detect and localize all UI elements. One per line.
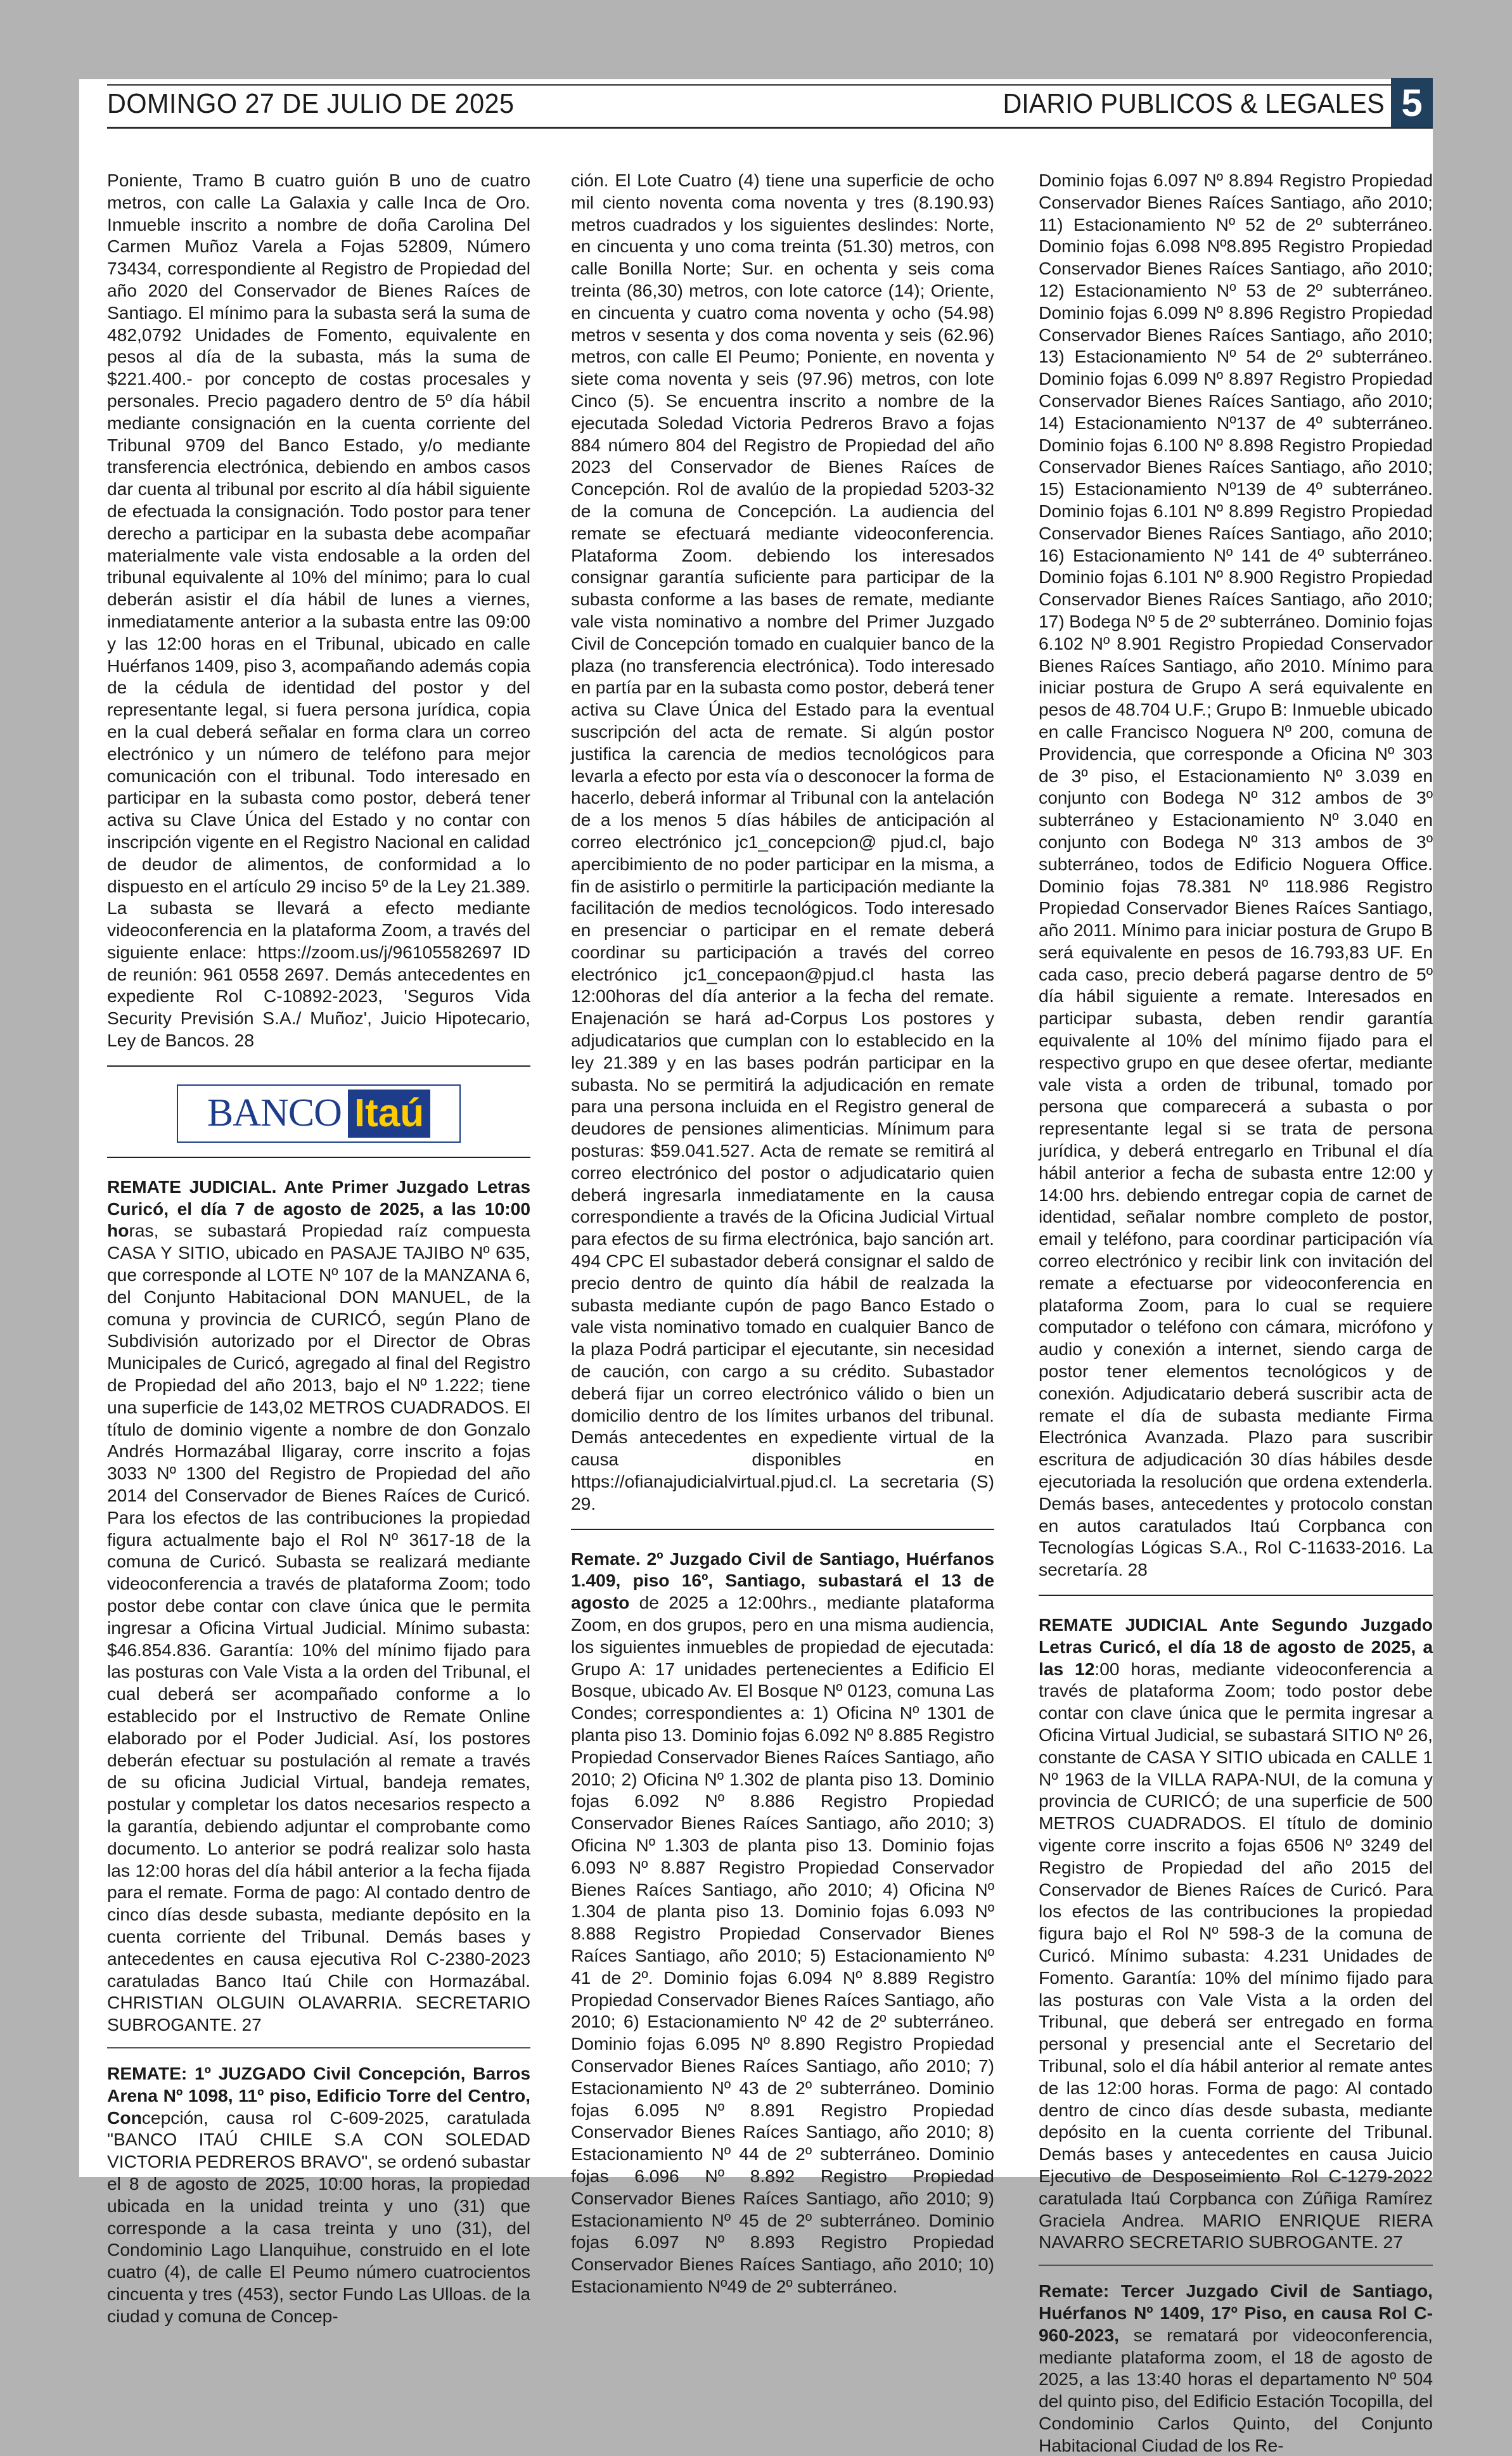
notice-text [1039,2280,1433,2456]
notice-text [107,2062,530,2327]
separator [107,2047,530,2048]
separator [107,1157,530,1158]
notice-heading: REMATE JUDICIAL. Ante Primer Juzgado Letras Curicó, el día 7 de agosto de 2025, a las 10:00 ho [107,1176,530,1241]
notice-body: de 2025 a 12:00hrs., mediante plataforma Zoom, en dos grupos, pero en una misma audiencia, los siguientes inmuebles de propiedad de ejecutada: Grupo A: 17 unidades pertenecientes a Edificio El Bosque, ubicado Av. El Bosque Nº 0123, comuna Las Condes; correspondientes a: 1) Oficina Nº 1301 de planta piso 13. Dominio fojas 6.092 Nº 8.885 Registro Propiedad Conservador Bienes Raíces Santiago, año 2010; 2) Oficina Nº 1.302 de planta piso 13. Dominio fojas 6.092 Nº 8.886 Registro Propiedad Conservador Bienes Raíces Santiago, año 2010; 3) Oficina Nº 1.303 de planta piso 13. Dominio fojas 6.093 Nº 8.887 Registro Propiedad Conservador Bienes Raíces Santiago, año 2010; 4) Oficina Nº 1.304 de planta piso 13. Dominio fojas 6.093 Nº 8.888 Registro Propiedad Conservador Bienes Raíces Santiago, año 2010; 5) Estacionamiento Nº 41 de 2º. Dominio fojas 6.094 Nº 8.889 Registro Propiedad Conservador Bienes Raíces Santiago, año 2010; 6) Estacionamiento Nº 42 de 2º subterráneo. Dominio fojas 6.095 Nº 8.890 Registro Propiedad Conservador Bienes Raíces Santiago, año 2010; 7) Estacionamiento Nº 43 de 2º subterráneo. Dominio fojas 6.095 Nº 8.891 Registro Propiedad Conservador Bienes Raíces Santiago, año 2010; 8) Estacionamiento Nº 44 de 2º subterráneo. Dominio fojas 6.096 Nº 8.892 Registro Propiedad Conservador Bienes Raíces Santiago, año 2010; 9) Estacionamiento Nº 45 de 2º subterráneo. Dominio fojas 6.097 Nº 8.893 Registro Propiedad Conservador Bienes Raíces Santiago, año 2010; 10) Estacionamiento Nº49 de 2º subterráneo. [571,1592,994,2296]
newspaper-page [79,79,1433,2455]
header-publication: DIARIO PUBLICOS & LEGALES [1003,88,1385,119]
separator [1039,1595,1433,1596]
separator [107,1065,530,1067]
page-number: 5 [1391,78,1433,127]
separator [1039,2265,1433,2266]
banco-itau-logo [177,1084,461,1143]
notice-text: Poniente, Tramo B cuatro guión B uno de cuatro metros, con calle La Galaxia y calle Inca de Oro. Inmueble inscrito a nombre de doña Carolina Del Carmen Muñoz Varela a Fojas 52809, Número 73434, correspondiente al Registro de Propiedad del año 2020 del Conservador de Bienes Raíces de Santiago. El mínimo para la subasta será la suma de 482,0792 Unidades de Fomento, equivalente en pesos al día de la subasta, más la suma de $221.400.- por concepto de costas procesales y personales. Precio pagadero dentro de 5º día hábil mediante consignación en la cuenta corriente del Tribunal 9709 del Banco Estado, y/o mediante transferencia electrónica, debiendo en ambos casos dar cuenta al tribunal por escrito al día hábil siguiente de efectuada la consignación. Todo postor para tener derecho a participar en la subasta debe acompañar materialmente vale vista endosable a la orden del tribunal equivalente al 10% del mínimo; para lo cual deberán asistir el día hábil de lunes a viernes, inmediatamente anterior a la subasta entre las 09:00 y las 12:00 horas en el Tribunal, ubicado en calle Huérfanos 1409, piso 3, acompañando además copia de la cédula de identidad del postor y del representante legal, si fuera persona jurídica, copia en la cual deberá señalar en forma clara un correo electrónico y un número de teléfono para mejor comunicación con el tribunal. Todo interesado en participar en la subasta como postor, deberá tener activa su Clave Única del Estado y no contar con inscripción vigente en el Registro Nacional en calidad de deudor de alimentos, de conformidad a lo dispuesto en el artículo 29 inciso 5º de la Ley 21.389. La subasta se llevará a efecto mediante videoconferencia en la plataforma Zoom, a través del siguiente enlace: https://zoom.us/j/96105582697 ID de reunión: 961 0558 2697. Demás antecedentes en expediente Rol C-10892-2023, 'Seguros Vida Security Previsión S.A./ Muñoz', Juicio Hipotecario, Ley de Bancos. 28 [107,170,530,1051]
notice-text [1039,1614,1433,2253]
notice-heading: Remate: Tercer Juzgado Civil de Santiago, Huérfanos Nº 1409, 17º Piso, en causa Rol C-960-2023, [1039,2280,1433,2345]
notice-text: ción. El Lote Cuatro (4) tiene una superficie de ocho mil ciento noventa coma noventa y tres (8.190.93) metros cuadrados y los siguientes deslindes: Norte, en cincuenta y uno coma treinta (51.30) metros, con calle Bonilla Norte; Sur. en ochenta y seis coma treinta (86,30) metros, con lote catorce (14); Oriente, en cincuenta y cuatro coma noventa y ocho (54.98) metros v sesenta y dos coma noventa y seis (62.96) metros, con calle El Peumo; Poniente, en noventa y siete coma noventa y seis (97.96) metros, con lote Cinco (5). Se encuentra inscrito a nombre de la ejecutada Soledad Victoria Pedreros Bravo a fojas 884 número 804 del Registro de Propiedad del año 2023 del Conservador de Bienes Raíces de Concepción. Rol de avalúo de la propiedad 5203-32 de la comuna de Concepción. La audiencia del remate se efectuará mediante videoconferencia. Plataforma Zoom. debiendo los interesados consignar garantía suficiente para participar de la subasta conforme a las bases de remate, mediante vale vista nominativo a nombre del Primer Juzgado Civil de Concepción tomado en cualquier banco de la plaza (no transferencia electrónica). Todo interesado en partía par en la subasta como postor, deberá tener activa su Clave Única del Estado para la eventual suscripción del acta de remate. Si algún postor justifica la carencia de medios tecnológicos para levarla a efecto por esta vía o desconocer la forma de hacerlo, deberá informar al Tribunal con la antelación de a los menos 5 días hábiles de anticipación al correo electrónico jc1_concepcion@ pjud.cl, bajo apercibimiento de no poder participar en la misma, a fin de asistirlo o permitirle la participación mediante la facilitación de medios tecnológicos. Todo interesado en presenciar o participar en el remate deberá coordinar su participación a través del correo electrónico jc1_concepaon@pjud.cl hasta las 12:00horas del día anterior a la fecha del remate. Enajenación se hará ad-Corpus Los postores y adjudicatarios que cumplan con lo establecido en la ley 21.389 y en las bases podrán participar en la subasta. No se permitirá la adjudicación en remate para una persona incluida en el Registro general de deudores de pensiones alimenticias. Mínimum para posturas: $59.041.527. Acta de remate se remitirá al correo electrónico del postor o adjudicatario quien deberá ingresarla inmediatamente en la causa correspondiente a través de la Oficina Judicial Virtual para efectos de su firma electrónica, bajo sanción art. 494 CPC El subastador deberá consignar el saldo de precio dentro de quinto día hábil de realzada la subasta mediante cupón de pago Banco Estado o vale vista nominativo tomado en cualquier Banco de la plaza Podrá participar el ejecutante, sin necesidad de caución, con cargo a su crédito. Subastador deberá fijar un correo electrónico válido o bien un domicilio dentro de los límites urbanos del tribunal. Demás antecedentes en expediente virtual de la causa disponibles en https://ofianajudicialvirtual.pjud.cl. La secretaria (S) 29. [571,170,994,1514]
column-2 [571,169,994,2298]
notice-heading: Remate. 2º Juzgado Civil de Santiago, Huérfanos 1.409, piso 16º, Santiago, subastará el 13 de agosto [571,1548,994,1613]
column-3 [1039,169,1433,2456]
logo-banco-text: BANCO [207,1091,342,1135]
header-date: DOMINGO 27 DE JULIO DE 2025 [107,88,515,119]
separator [571,1529,994,1530]
notice-heading: REMATE: 1º JUZGADO Civil Concepción, Barros Arena Nº 1098, 11º piso, Edificio Torre del Centro, Con [107,2062,530,2128]
notice-text [107,1176,530,2036]
notice-body: :00 horas, mediante videoconferencia a través de plataforma Zoom; todo postor debe contar con clave única que le permita ingresar a Oficina Virtual Judicial, se subastará SITIO Nº 26, constante de CASA Y SITIO ubicada en CALLE 1 Nº 1963 de la VILLA RAPA-NUI, de la comuna y provincia de CURICÓ; de una superficie de 500 METROS CUADRADOS. El título de dominio vigente corre inscrito a fojas 6506 Nº 3249 del Registro de Propiedad del año 2015 del Conservador de Bienes Raíces de Curicó. Para los efectos de las contribuciones la propiedad figura bajo el Rol Nº 598-3 de la comuna de Curicó. Mínimo subasta: 4.231 Unidades de Fomento. Garantía: 10% del mínimo fijado para las posturas con Vale Vista a la orden del Tribunal, que deberá ser entregado en forma personal y presencial ante el Secretario del Tribunal, solo el día hábil anterior al remate antes de las 12:00 horas. Forma de pago: Al contado dentro de cinco días desde subasta, mediante depósito en la cuenta corriente del Tribunal. Demás bases y antecedentes en causa Juicio Ejecutivo de Desposeimiento Rol C-1279-2022 caratulada Itaú Corpbanca con Zúñiga Ramírez Graciela Andrea. MARIO ENRIQUE RIERA NAVARRO SECRETARIO SUBROGANTE. 27 [1039,1658,1433,2253]
notice-text [571,1548,994,2298]
notice-heading: REMATE JUDICIAL Ante Segundo Juzgado Letras Curicó, el día 18 de agosto de 2025, a las 12 [1039,1614,1433,1679]
notice-text: Dominio fojas 6.097 Nº 8.894 Registro Propiedad Conservador Bienes Raíces Santiago, año 2010; 11) Estacionamiento Nº 52 de 2º subterráneo. Dominio fojas 6.098 Nº8.895 Registro Propiedad Conservador Bienes Raíces Santiago, año 2010; 12) Estacionamiento Nº 53 de 2º subterráneo. Dominio fojas 6.099 Nº 8.896 Registro Propiedad Conservador Bienes Raíces Santiago, año 2010; 13) Estacionamiento Nº 54 de 2º subterráneo. Dominio fojas 6.099 Nº 8.897 Registro Propiedad Conservador Bienes Raíces Santiago, año 2010; 14) Estacionamiento Nº137 de 4º subterráneo. Dominio fojas 6.100 Nº 8.898 Registro Propiedad Conservador Bienes Raíces Santiago, año 2010; 15) Estacionamiento Nº139 de 4º subterráneo. Dominio fojas 6.101 Nº 8.899 Registro Propiedad Conservador Bienes Raíces Santiago, año 2010; 16) Estacionamiento Nº 141 de 4º subterráneo. Dominio fojas 6.101 Nº 8.900 Registro Propiedad Conservador Bienes Raíces Santiago, año 2010; 17) Bodega Nº 5 de 2º subterráneo. Dominio fojas 6.102 Nº 8.901 Registro Propiedad Conservador Bienes Raíces Santiago, año 2010. Mínimo para iniciar postura de Grupo A será equivalente en pesos de 48.704 U.F.; Grupo B: Inmueble ubicado en calle Francisco Noguera Nº 200, comuna de Providencia, que corresponde a Oficina Nº 303 de 3º piso, el Estacionamiento Nº 3.039 en conjunto con Bodega Nº 312 ambos de 3º subterráneo y Estacionamiento Nº 3.040 en conjunto con Bodega Nº 313 ambos de 3º subterráneo, todos de Edificio Noguera Office. Dominio fojas 78.381 Nº 118.986 Registro Propiedad Conservador Bienes Raíces Santiago, año 2011. Mínimo para iniciar postura de Grupo B será equivalente en pesos de 16.793,83 UF. En cada caso, precio deberá pagarse dentro de 5º día hábil siguiente a remate. Interesados en participar subasta, deben rendir garantía equivalente al 10% del mínimo fijado para el respectivo grupo en que desee ofertar, mediante vale vista a orden de tribunal, tomado por persona que comparecerá a subasta o por representante legal si se trata de persona jurídica, y deberá entregarlo en Tribunal el día hábil anterior a fecha de subasta entre 12:00 y 14:00 hrs. debiendo entregar copia de carnet de identidad, señalar nombre completo de postor, email y teléfono, para coordinar participación vía correo electrónico y recibir link con invitación del remate a efectuarse por videoconferencia en plataforma Zoom, para lo cual se requiere computador o teléfono con cámara, micrófono y audio y conexión a internet, siendo carga de postor tener elementos tecnológicos y de conexión. Adjudicatario deberá suscribir acta de remate el día de subasta mediante Firma Electrónica Avanzada. Plazo para suscribir escritura de adjudicación 30 días hábiles desde ejecutoriada la resolución que ordena extenderla. Demás bases, antecedentes y protocolo constan en autos caratulados Itaú Corpbanca con Tecnologías Lógicas S.A., Rol C-11633-2016. La secretaría. 28 [1039,170,1433,1580]
column-1 [107,169,530,2327]
notice-body: se rematará por videoconferencia, mediante plataforma zoom, el 18 de agosto de 2025, a las 13:40 horas el departamento Nº 504 del quinto piso, del Edificio Estación Tocopilla, del Condominio Carlos Quinto, del Conjunto Habitacional Ciudad de los Re- [1039,2324,1433,2455]
notice-body: ras, se subastará Propiedad raíz compuesta CASA Y SITIO, ubicado en PASAJE TAJIBO Nº 635, que corresponde al LOTE Nº 107 de la MANZANA 6, del Conjunto Habitacional DON MANUEL, de la comuna y provincia de CURICÓ, según Plano de Subdivisión autorizado por el Director de Obras Municipales de Curicó, agregado al final del Registro de Propiedad del año 2013, bajo el Nº 1.222; tiene una superficie de 143,02 METROS CUADRADOS. El título de dominio vigente a nombre de don Gonzalo Andrés Hormazábal Iligaray, corre inscrito a fojas 3033 Nº 1300 del Registro de Propiedad del año 2014 del Conservador de Bienes Raíces de Curicó. Para los efectos de las contribuciones la propiedad figura actualmente bajo el Rol Nº 3617-18 de la comuna de Curicó. Subasta se realizará mediante videoconferencia a través de plataforma Zoom; todo postor debe contar con clave única que le permita ingresar a Oficina Virtual Judicial. Mínimo subasta: $46.854.836. Garantía: 10% del mínimo fijado para las posturas con Vale Vista a la orden del Tribunal, el cual deberá ser acompañado conforme a lo establecido por el Instructivo de Remate Online elaborado por el Poder Judicial. Así, los postores deberán efectuar su postulación al remate a través de su oficina Judicial Virtual, bandeja remates, postular y completar los datos necesarios respecto a la garantía, debiendo adjuntar el comprobante como documento. Lo anterior se podrá realizar solo hasta las 12:00 horas del día hábil anterior a la fecha fijada para el remate. Forma de pago: Al contado dentro de cinco días desde subasta, mediante depósito en la cuenta corriente del Tribunal. Demás bases y antecedentes en causa ejecutiva Rol C-2380-2023 caratuladas Banco Itaú Chile con Hormazábal. CHRISTIAN OLGUIN OLAVARRIA. SECRETARIO SUBROGANTE. 27 [107,1220,530,2035]
page-header [107,79,1433,129]
notice-body: cepción, causa rol C-609-2025, caratulada "BANCO ITAÚ CHILE S.A CON SOLEDAD VICTORIA PEDREROS BRAVO", se ordenó subastar el 8 de agosto de 2025, 10:00 horas, la propiedad ubicada en la unidad treinta y uno (31) que corresponde a la casa treinta y uno (31), del Condominio Lago Llanquihue, construido en el lote cuatro (4), de calle El Peumo número cuatrocientos cincuenta y tres (453), sector Fundo Las Ulloas. de la ciudad y comuna de Concep- [107,2107,530,2326]
logo-itau-text: Itaú [348,1090,430,1138]
banco-itau-ad [107,1084,530,1143]
